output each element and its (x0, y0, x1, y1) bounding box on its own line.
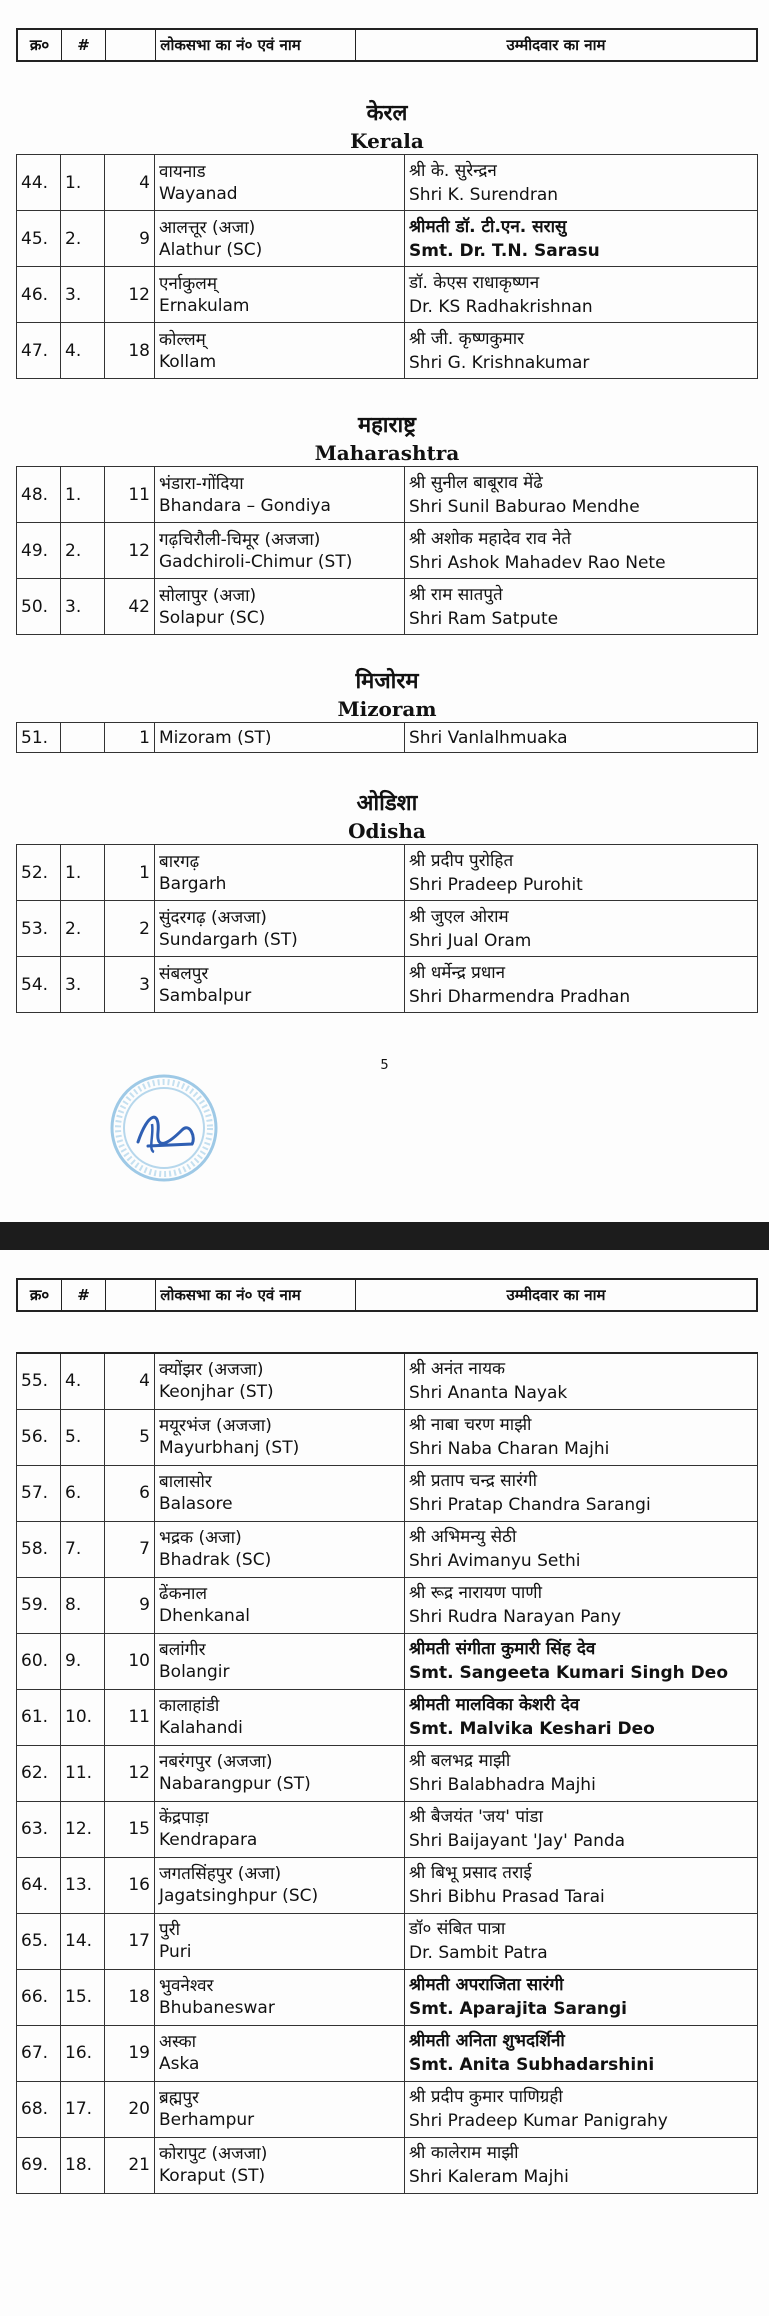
constituency-number-cell: 6 (105, 1465, 155, 1521)
serial-cell: 62. (17, 1745, 61, 1801)
constituency-name-hindi: एर्नाकुलम् (159, 273, 217, 294)
state-title-hindi: मिजोरम (355, 669, 419, 694)
candidate-name-hindi: श्रीमती डॉ. टी.एन. सरासु (409, 216, 567, 237)
constituency-number-cell: 42 (105, 579, 155, 635)
state-index-cell: 16. (61, 2025, 105, 2081)
constituency-number-cell: 9 (105, 211, 155, 267)
constituency-cell (155, 1633, 405, 1689)
state-index-cell: 8. (61, 1577, 105, 1633)
serial-cell: 54. (17, 957, 61, 1013)
candidate-cell (405, 323, 758, 379)
state-index-cell: 3. (61, 267, 105, 323)
table-row (17, 845, 758, 901)
serial-cell: 52. (17, 845, 61, 901)
constituency-cell (155, 2025, 405, 2081)
candidate-cell (405, 901, 758, 957)
constituency-cell (155, 323, 405, 379)
constituency-cell (155, 523, 405, 579)
candidate-cell (405, 1913, 758, 1969)
state-index-cell: 6. (61, 1465, 105, 1521)
constituency-number-cell: 11 (105, 1689, 155, 1745)
state-index-cell: 5. (61, 1409, 105, 1465)
constituency-cell (155, 1409, 405, 1465)
state-title-english: Mizoram (337, 697, 437, 721)
candidate-cell (405, 1969, 758, 2025)
table-row (17, 1857, 758, 1913)
table-row (17, 1969, 758, 2025)
state-index-cell: 1. (61, 845, 105, 901)
candidate-name-english: Smt. Anita Subhadarshini (409, 2055, 655, 2075)
constituency-name-hindi: मयूरभंज (अजजा) (159, 1416, 272, 1436)
constituency-number-cell: 19 (105, 2025, 155, 2081)
serial-cell: 56. (17, 1409, 61, 1465)
constituency-number-cell: 12 (105, 523, 155, 579)
table-row (17, 579, 758, 635)
table-row (17, 1633, 758, 1689)
serial-cell: 49. (17, 523, 61, 579)
constituency-number-cell: 3 (105, 957, 155, 1013)
candidate-name-english: Shri G. Krishnakumar (409, 352, 590, 373)
constituency-name-english: Bolangir (159, 1662, 230, 1682)
constituency-name-english: Dhenkanal (159, 1606, 250, 1626)
candidate-cell (405, 723, 758, 753)
table-row (17, 2137, 758, 2193)
candidate-cell (405, 1353, 758, 1409)
table-row (17, 323, 758, 379)
constituency-name-hindi: आलत्तूर (अजा) (159, 217, 256, 238)
candidate-cell (405, 1521, 758, 1577)
constituency-name-hindi: जगतसिंहपुर (अजा) (159, 1864, 282, 1884)
constituency-name-english: Koraput (ST) (159, 2166, 266, 2186)
candidate-name-english: Shri Ashok Mahadev Rao Nete (409, 552, 666, 573)
constituency-name-hindi: ब्रह्मपुर (159, 2088, 199, 2108)
constituency-number-cell: 17 (105, 1913, 155, 1969)
candidate-name-english: Shri Pratap Chandra Sarangi (409, 1495, 651, 1515)
constituency-number-cell: 1 (105, 845, 155, 901)
table-row (17, 1801, 758, 1857)
serial-cell: 57. (17, 1465, 61, 1521)
candidate-name-english: Shri Kaleram Majhi (409, 2167, 569, 2187)
candidate-cell (405, 523, 758, 579)
constituency-cell (155, 467, 405, 523)
constituency-name-hindi: केंद्रपाड़ा (159, 1808, 209, 1828)
candidate-name-english: Smt. Dr. T.N. Sarasu (409, 240, 600, 261)
constituency-number-cell: 16 (105, 1857, 155, 1913)
constituency-name-english: Kalahandi (159, 1718, 243, 1738)
header-constituency: लोकसभा का नं० एवं नाम (106, 1280, 356, 1310)
constituency-cell (155, 1577, 405, 1633)
candidate-cell (405, 267, 758, 323)
candidate-table (16, 154, 758, 379)
state-index-cell: 1. (61, 467, 105, 523)
candidate-name-english: Shri Avimanyu Sethi (409, 1551, 581, 1571)
candidate-name-hindi: श्री जुएल ओराम (409, 906, 509, 927)
state-section-odisha-continued (16, 1352, 758, 2194)
state-index-cell: 2. (61, 211, 105, 267)
constituency-cell (155, 723, 405, 753)
table-row (17, 1353, 758, 1409)
serial-cell: 47. (17, 323, 61, 379)
constituency-name-hindi: कोल्लम् (159, 329, 206, 350)
header-candidate: उम्मीदवार का नाम (506, 36, 606, 54)
candidate-name-hindi: श्रीमती मालविका केशरी देव (409, 1695, 580, 1715)
page-number: 5 (380, 1058, 389, 1073)
table-row (17, 957, 758, 1013)
state-section-mizoram (16, 668, 758, 753)
serial-cell: 67. (17, 2025, 61, 2081)
candidate-cell (405, 1465, 758, 1521)
state-title-english: Kerala (350, 129, 424, 153)
candidate-name-english: Shri Baijayant 'Jay' Panda (409, 1831, 626, 1851)
constituency-cell (155, 1689, 405, 1745)
candidate-name-hindi: श्री जी. कृष्णकुमार (409, 328, 525, 349)
candidate-cell (405, 1409, 758, 1465)
table-row (17, 267, 758, 323)
candidate-name-english: Shri K. Surendran (409, 184, 559, 205)
candidate-name-english: Dr. KS Radhakrishnan (409, 296, 593, 317)
table-row (17, 1465, 758, 1521)
constituency-cell (155, 1857, 405, 1913)
candidate-name-hindi: श्री सुनील बाबूराव मेंढे (409, 472, 543, 493)
candidate-name-hindi: श्री के. सुरेन्द्रन (409, 160, 497, 181)
candidate-cell (405, 845, 758, 901)
constituency-cell (155, 2137, 405, 2193)
candidate-name-english: Shri Ram Satpute (409, 608, 559, 629)
constituency-name-hindi: सुंदरगढ़ (अजजा) (159, 907, 267, 928)
constituency-number-cell: 12 (105, 267, 155, 323)
constituency-cell (155, 1969, 405, 2025)
candidate-table (16, 466, 758, 635)
constituency-number-cell: 2 (105, 901, 155, 957)
constituency-name-english: Bhadrak (SC) (159, 1550, 272, 1570)
serial-cell: 63. (17, 1801, 61, 1857)
serial-cell: 50. (17, 579, 61, 635)
constituency-number-cell: 9 (105, 1577, 155, 1633)
serial-cell: 55. (17, 1353, 61, 1409)
constituency-name-hindi: अस्का (159, 2032, 197, 2052)
constituency-name-english: Bargarh (159, 873, 227, 894)
candidate-cell (405, 957, 758, 1013)
candidate-cell (405, 1801, 758, 1857)
state-index-cell: 3. (61, 579, 105, 635)
serial-cell: 53. (17, 901, 61, 957)
candidate-table (16, 844, 758, 1013)
candidate-name-hindi: श्री बैजयंत 'जय' पांडा (409, 1807, 543, 1827)
state-section-maharashtra (16, 412, 758, 635)
state-title-hindi: महाराष्ट्र (357, 413, 417, 438)
constituency-number-cell: 18 (105, 323, 155, 379)
table-row (17, 211, 758, 267)
candidate-name-english: Shri Pradeep Purohit (409, 874, 583, 895)
table-header (16, 28, 758, 62)
official-seal-stamp (108, 1072, 220, 1184)
state-title-english: Maharashtra (314, 441, 460, 465)
candidate-name-hindi: श्री प्रदीप पुरोहित (409, 850, 514, 871)
candidate-name-hindi: डॉ. केएस राधाकृष्णन (409, 272, 540, 293)
header-serial: क्र० (18, 1280, 62, 1310)
serial-cell: 60. (17, 1633, 61, 1689)
candidate-name-english: Smt. Malvika Keshari Deo (409, 1719, 655, 1739)
candidate-name-english: Smt. Aparajita Sarangi (409, 1999, 627, 2019)
table-row (17, 1521, 758, 1577)
candidate-name-hindi: श्री राम सातपुते (409, 584, 503, 605)
state-index-cell: 10. (61, 1689, 105, 1745)
constituency-name-hindi: क्योंझर (अजजा) (159, 1360, 264, 1381)
constituency-name-hindi: कालाहांडी (159, 1696, 220, 1716)
candidate-name-english: Shri Vanlalhmuaka (409, 727, 568, 748)
constituency-name-english: Solapur (SC) (159, 607, 266, 628)
candidate-name-english: Shri Naba Charan Majhi (409, 1439, 610, 1459)
state-index-cell: 9. (61, 1633, 105, 1689)
constituency-name-english: Alathur (SC) (159, 239, 263, 260)
constituency-name-hindi: भुवनेश्वर (159, 1976, 214, 1996)
table-row (17, 723, 758, 753)
document-page-2 (0, 1250, 769, 2316)
candidate-name-english: Shri Bibhu Prasad Tarai (409, 1887, 605, 1907)
table-row (17, 2025, 758, 2081)
constituency-number-cell: 11 (105, 467, 155, 523)
candidate-table (16, 722, 758, 753)
constituency-name-hindi: वायनाड (159, 161, 206, 182)
candidate-cell (405, 2081, 758, 2137)
state-title-hindi: केरल (366, 101, 408, 126)
constituency-name-english: Gadchiroli-Chimur (ST) (159, 551, 353, 572)
header-serial: क्र० (18, 30, 62, 60)
candidate-name-hindi: श्री बिभू प्रसाद तराई (409, 1863, 532, 1883)
candidate-name-english: Dr. Sambit Patra (409, 1943, 548, 1963)
serial-cell: 48. (17, 467, 61, 523)
constituency-name-english: Ernakulam (159, 295, 250, 316)
candidate-name-hindi: श्री प्रदीप कुमार पाणिग्रही (409, 2087, 563, 2107)
candidate-name-english: Shri Jual Oram (409, 930, 532, 951)
constituency-name-hindi: भद्रक (अजा) (159, 1528, 242, 1548)
state-title-english: Odisha (348, 819, 426, 843)
state-section-odisha (16, 790, 758, 1013)
serial-cell: 65. (17, 1913, 61, 1969)
constituency-name-english: Mayurbhanj (ST) (159, 1438, 300, 1458)
constituency-number-cell: 15 (105, 1801, 155, 1857)
candidate-cell (405, 1689, 758, 1745)
constituency-cell (155, 1521, 405, 1577)
candidate-name-english: Shri Balabhadra Majhi (409, 1775, 596, 1795)
constituency-name-hindi: बालासोर (159, 1472, 212, 1492)
constituency-cell (155, 1745, 405, 1801)
constituency-cell (155, 1465, 405, 1521)
state-index-cell: 14. (61, 1913, 105, 1969)
candidate-name-english: Shri Dharmendra Pradhan (409, 986, 631, 1007)
serial-cell: 68. (17, 2081, 61, 2137)
constituency-name-hindi: गढ़चिरौली-चिमूर (अजजा) (159, 529, 321, 550)
constituency-name-english: Mizoram (ST) (159, 727, 272, 748)
constituency-cell (155, 579, 405, 635)
serial-cell: 59. (17, 1577, 61, 1633)
table-row (17, 1745, 758, 1801)
candidate-name-hindi: श्री प्रताप चन्द्र सारंगी (409, 1471, 537, 1491)
candidate-name-hindi: श्री धर्मेन्द्र प्रधान (409, 962, 506, 983)
constituency-number-cell: 4 (105, 1353, 155, 1409)
candidate-cell (405, 467, 758, 523)
state-index-cell: 4. (61, 1353, 105, 1409)
table-row (17, 1689, 758, 1745)
serial-cell: 69. (17, 2137, 61, 2193)
candidate-name-hindi: श्री अनंत नायक (409, 1359, 506, 1380)
constituency-name-hindi: ढेंकनाल (159, 1584, 207, 1604)
constituency-name-english: Berhampur (159, 2110, 255, 2130)
candidate-table (16, 1352, 758, 2194)
table-row (17, 523, 758, 579)
state-index-cell: 2. (61, 523, 105, 579)
constituency-number-cell: 7 (105, 1521, 155, 1577)
candidate-name-hindi: श्री कालेराम माझी (409, 2143, 519, 2163)
constituency-cell (155, 211, 405, 267)
candidate-cell (405, 2025, 758, 2081)
constituency-cell (155, 957, 405, 1013)
candidate-name-hindi: श्री अभिमन्यु सेठी (409, 1527, 517, 1547)
candidate-cell (405, 155, 758, 211)
candidate-name-hindi: डॉ० संबित पात्रा (409, 1919, 506, 1939)
table-row (17, 1409, 758, 1465)
table-header (16, 1278, 758, 1312)
constituency-name-english: Sambalpur (159, 985, 252, 1006)
constituency-cell (155, 267, 405, 323)
constituency-name-english: Sundargarh (ST) (159, 929, 298, 950)
serial-cell: 46. (17, 267, 61, 323)
candidate-name-hindi: श्रीमती अनिता शुभदर्शिनी (409, 2031, 565, 2051)
constituency-cell (155, 1801, 405, 1857)
constituency-name-english: Aska (159, 2054, 200, 2074)
constituency-number-cell: 4 (105, 155, 155, 211)
state-index-cell: 15. (61, 1969, 105, 2025)
state-section-kerala (16, 100, 758, 379)
header-candidate: उम्मीदवार का नाम (506, 1286, 606, 1304)
candidate-cell (405, 1745, 758, 1801)
candidate-name-hindi: श्री रूद्र नारायण पाणी (409, 1583, 542, 1603)
candidate-name-hindi: श्री अशोक महादेव राव नेते (409, 528, 572, 549)
state-index-cell: 11. (61, 1745, 105, 1801)
constituency-name-english: Puri (159, 1942, 192, 1962)
serial-cell: 64. (17, 1857, 61, 1913)
constituency-cell (155, 901, 405, 957)
candidate-cell (405, 211, 758, 267)
state-index-cell: 4. (61, 323, 105, 379)
constituency-name-english: Kollam (159, 351, 217, 372)
serial-cell: 61. (17, 1689, 61, 1745)
candidate-name-english: Smt. Sangeeta Kumari Singh Deo (409, 1663, 728, 1683)
serial-cell: 66. (17, 1969, 61, 2025)
constituency-cell (155, 2081, 405, 2137)
constituency-cell (155, 1353, 405, 1409)
constituency-name-english: Nabarangpur (ST) (159, 1774, 311, 1794)
constituency-name-hindi: पुरी (159, 1920, 181, 1940)
constituency-name-english: Wayanad (159, 183, 238, 204)
constituency-name-english: Bhubaneswar (159, 1998, 275, 2018)
state-index-cell: 1. (61, 155, 105, 211)
candidate-cell (405, 1857, 758, 1913)
constituency-name-hindi: बारगढ़ (159, 851, 200, 872)
state-index-cell (61, 723, 105, 753)
table-row (17, 1913, 758, 1969)
constituency-number-cell: 20 (105, 2081, 155, 2137)
candidate-name-english: Shri Ananta Nayak (409, 1383, 568, 1404)
header-number: # (62, 1280, 106, 1310)
table-row (17, 2081, 758, 2137)
candidate-cell (405, 2137, 758, 2193)
constituency-number-cell: 21 (105, 2137, 155, 2193)
constituency-cell (155, 1913, 405, 1969)
state-index-cell: 17. (61, 2081, 105, 2137)
constituency-cell (155, 845, 405, 901)
candidate-name-hindi: श्री बलभद्र माझी (409, 1751, 511, 1771)
constituency-name-hindi: कोरापुट (अजजा) (159, 2144, 268, 2164)
constituency-name-english: Bhandara – Gondiya (159, 495, 331, 516)
page-separator (0, 1222, 769, 1250)
header-number: # (62, 30, 106, 60)
state-index-cell: 12. (61, 1801, 105, 1857)
candidate-cell (405, 1633, 758, 1689)
table-row (17, 467, 758, 523)
table-row (17, 155, 758, 211)
serial-cell: 51. (17, 723, 61, 753)
state-title-hindi: ओडिशा (356, 791, 418, 816)
candidate-name-english: Shri Sunil Baburao Mendhe (409, 496, 640, 517)
constituency-name-english: Balasore (159, 1494, 233, 1514)
candidate-name-english: Shri Rudra Narayan Pany (409, 1607, 622, 1627)
constituency-name-hindi: सोलापुर (अजा) (159, 585, 257, 606)
constituency-name-hindi: संबलपुर (159, 963, 209, 984)
constituency-name-english: Keonjhar (ST) (159, 1382, 274, 1403)
candidate-cell (405, 1577, 758, 1633)
constituency-name-english: Kendrapara (159, 1830, 258, 1850)
constituency-name-english: Jagatsinghpur (SC) (159, 1886, 319, 1906)
candidate-name-hindi: श्रीमती अपराजिता सारंगी (409, 1975, 564, 1995)
state-index-cell: 7. (61, 1521, 105, 1577)
serial-cell: 58. (17, 1521, 61, 1577)
constituency-number-cell: 5 (105, 1409, 155, 1465)
state-index-cell: 18. (61, 2137, 105, 2193)
state-index-cell: 13. (61, 1857, 105, 1913)
candidate-cell (405, 579, 758, 635)
state-index-cell: 2. (61, 901, 105, 957)
constituency-number-cell: 10 (105, 1633, 155, 1689)
constituency-cell (155, 155, 405, 211)
table-row (17, 1577, 758, 1633)
candidate-name-english: Shri Pradeep Kumar Panigrahy (409, 2111, 668, 2131)
serial-cell: 44. (17, 155, 61, 211)
state-index-cell: 3. (61, 957, 105, 1013)
constituency-number-cell: 18 (105, 1969, 155, 2025)
table-row (17, 901, 758, 957)
header-constituency: लोकसभा का नं० एवं नाम (106, 30, 356, 60)
constituency-number-cell: 12 (105, 1745, 155, 1801)
constituency-number-cell: 1 (105, 723, 155, 753)
serial-cell: 45. (17, 211, 61, 267)
candidate-name-hindi: श्री नाबा चरण माझी (409, 1415, 532, 1435)
candidate-name-hindi: श्रीमती संगीता कुमारी सिंह देव (409, 1639, 596, 1659)
constituency-name-hindi: नबरंगपुर (अजजा) (159, 1752, 273, 1772)
constituency-name-hindi: भंडारा-गोंदिया (159, 473, 244, 494)
constituency-name-hindi: बलांगीर (159, 1640, 206, 1660)
